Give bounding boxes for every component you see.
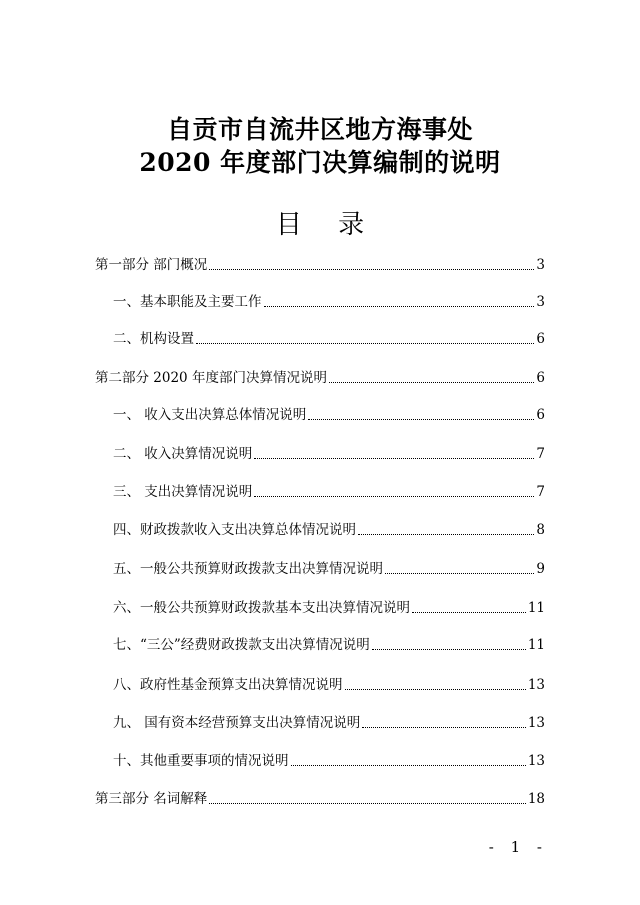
toc-entry-general-budget-basic-expense[interactable] <box>0 597 640 619</box>
toc-entry-label: 一、基本职能及主要工作 <box>113 294 262 310</box>
toc-dot-leader <box>264 306 535 307</box>
toc-entry-income-expense-overview[interactable] <box>0 404 640 426</box>
toc-entry-page: 3 <box>536 294 545 310</box>
toc-entry-label: 三、 支出决算情况说明 <box>113 484 253 500</box>
toc-entry-organization[interactable] <box>0 328 640 350</box>
toc-dot-leader <box>291 765 526 766</box>
document-title-line2: 2020 年度部门决算编制的说明 <box>139 148 501 177</box>
toc-entry-part1[interactable] <box>0 254 640 276</box>
toc-entry-label: 十、其他重要事项的情况说明 <box>113 753 289 769</box>
toc-entry-state-capital[interactable] <box>0 712 640 734</box>
toc-dot-leader <box>254 458 534 459</box>
toc-entry-general-budget-expense[interactable] <box>0 558 640 580</box>
toc-entry-label: 四、财政拨款收入支出决算总体情况说明 <box>113 522 356 538</box>
toc-entry-label: 第三部分 名词解释 <box>95 791 208 807</box>
toc-entry-label: 五、一般公共预算财政拨款支出决算情况说明 <box>113 561 383 577</box>
document-title-line1: 自贡市自流井区地方海事处 <box>166 115 473 144</box>
toc-dot-leader <box>254 496 534 497</box>
toc-entry-part2[interactable] <box>0 367 640 389</box>
toc-entry-page: 13 <box>527 715 545 731</box>
toc-entry-page: 13 <box>527 677 545 693</box>
toc-entry-part3[interactable] <box>0 788 640 810</box>
toc-dot-leader <box>372 649 526 650</box>
toc-entry-page: 6 <box>536 331 545 347</box>
toc-dot-leader <box>209 803 526 804</box>
toc-entry-page: 7 <box>536 446 545 462</box>
toc-entry-basic-functions[interactable] <box>0 291 640 313</box>
toc-entry-government-fund[interactable] <box>0 674 640 696</box>
toc-dot-leader <box>358 534 534 535</box>
toc-entry-page: 6 <box>536 407 545 423</box>
toc-dot-leader <box>412 612 526 613</box>
toc-entry-page: 11 <box>527 600 545 616</box>
toc-dot-leader <box>362 727 526 728</box>
toc-entry-other-matters[interactable] <box>0 750 640 772</box>
toc-entry-label: 第二部分 2020 年度部门决算情况说明 <box>95 370 327 386</box>
toc-entry-page: 6 <box>536 370 545 386</box>
toc-entry-label: 九、 国有资本经营预算支出决算情况说明 <box>113 715 361 731</box>
toc-entry-page: 7 <box>536 484 545 500</box>
toc-entry-page: 11 <box>527 637 545 653</box>
toc-entry-expense[interactable] <box>0 481 640 503</box>
toc-dot-leader <box>329 382 534 383</box>
toc-entry-label: 六、一般公共预算财政拨款基本支出决算情况说明 <box>113 600 410 616</box>
toc-entry-label: 二、机构设置 <box>113 331 194 347</box>
toc-entry-label: 第一部分 部门概况 <box>95 257 208 273</box>
toc-entry-income[interactable] <box>0 443 640 465</box>
page-number: - 1 - <box>488 838 548 856</box>
toc-heading: 目 录 <box>275 210 379 240</box>
toc-entry-label: 一、 收入支出决算总体情况说明 <box>113 407 307 423</box>
toc-dot-leader <box>209 269 534 270</box>
toc-entry-three-public-expenses[interactable] <box>0 634 640 656</box>
toc-entry-fiscal-appropriation-overview[interactable] <box>0 519 640 541</box>
toc-entry-page: 8 <box>536 522 545 538</box>
toc-dot-leader <box>196 343 534 344</box>
toc-entry-label: 八、政府性基金预算支出决算情况说明 <box>113 677 343 693</box>
toc-entry-page: 18 <box>527 791 545 807</box>
toc-entry-page: 3 <box>536 257 545 273</box>
toc-dot-leader <box>308 419 534 420</box>
toc-dot-leader <box>345 689 526 690</box>
toc-entry-page: 13 <box>527 753 545 769</box>
toc-entry-label: 二、 收入决算情况说明 <box>113 446 253 462</box>
toc-dot-leader <box>385 573 534 574</box>
toc-entry-label: 七、“三公”经费财政拨款支出决算情况说明 <box>113 637 370 653</box>
toc-entry-page: 9 <box>536 561 545 577</box>
